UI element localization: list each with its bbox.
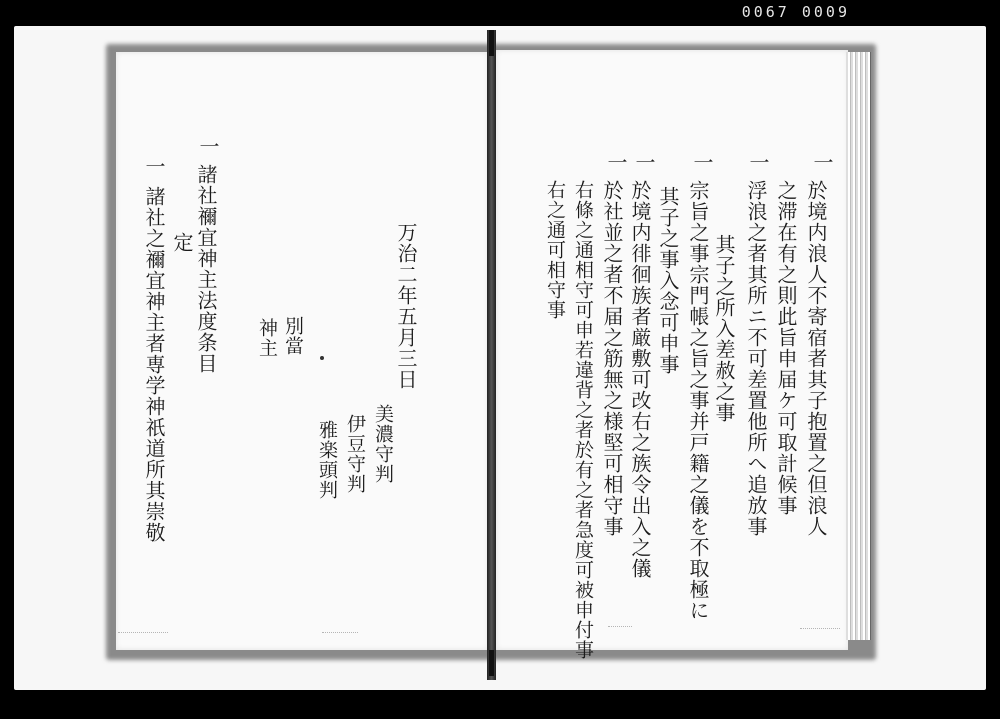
bullet-2: 一: [746, 152, 770, 173]
text-line: 於境内徘徊族者厳敷可改右之族令出入之儀: [628, 180, 652, 579]
page-edges: [846, 52, 871, 640]
bullet-3: 一: [690, 152, 714, 173]
bullet-left-1: 一: [196, 136, 220, 157]
decree-date: 万治二年五月三日: [394, 222, 418, 390]
text-line: 浮浪之者其所ニ不可差置他所へ追放事: [744, 180, 768, 537]
bottom-clip: [489, 650, 494, 676]
text-line: 右之通可相守事: [544, 180, 566, 320]
ink-smudge: [608, 626, 632, 635]
text-line: 於境内浪人不寄宿者其子抱置之但浪人: [804, 180, 828, 537]
addressee-label: 別當: [282, 316, 304, 356]
signatory: 美濃守判: [372, 404, 394, 484]
text-line: 諸社之禰宜神主者専学神祇道所其崇敬: [142, 186, 166, 543]
ink-smudge: [118, 632, 168, 641]
bullet-5: 一: [604, 152, 628, 173]
ink-smudge: [800, 628, 840, 637]
signatory: 雅楽頭判: [316, 420, 338, 500]
text-line: 其子之所入差赦之事: [712, 234, 736, 423]
item-title: 定: [170, 232, 194, 253]
text-line: 其子之事入念可申事: [656, 186, 680, 375]
signatory: 伊豆守判: [344, 414, 366, 494]
decree-title-line: 諸社禰宜神主法度条目: [194, 164, 218, 374]
top-clip: [489, 30, 494, 56]
bullet-4: 一: [632, 152, 656, 173]
bullet-1: 一: [810, 152, 834, 173]
frame-counter: 0067 0009: [741, 3, 850, 21]
ink-dot: [320, 356, 324, 360]
text-line: 於社並之者不届之筋無之様堅可相守事: [600, 180, 624, 537]
addressee: 神主: [256, 318, 278, 358]
text-line: 之滞在有之則此旨申届ケ可取計候事: [774, 180, 798, 516]
bullet-left-2: 一: [142, 156, 166, 177]
ink-smudge: [322, 632, 358, 641]
text-line: 右條之通相守可申若違背之者於有之者急度可被申付事: [572, 180, 594, 660]
book-spine: [487, 30, 496, 680]
text-line: 宗旨之事宗門帳之旨之事并戸籍之儀を不取極に: [686, 180, 710, 621]
